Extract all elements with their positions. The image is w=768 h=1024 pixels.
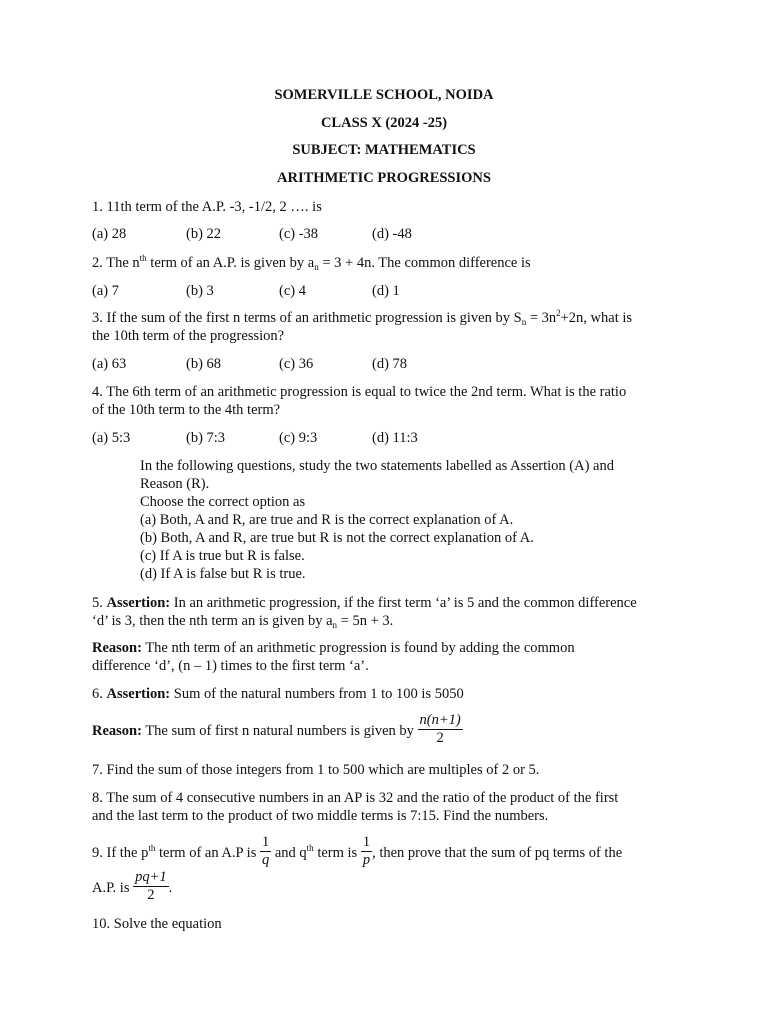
q1-option-a: (a) 28 [92,226,127,242]
q4-option-d: (d) 11:3 [372,430,418,446]
q2-option-a: (a) 7 [92,283,119,299]
fraction-pq-plus-1-over-2: $\frac{pq+1}{2}$ [135,869,167,903]
question-9-line-2: A.P. is $\frac{pq+1}{2}$ . [92,869,173,903]
q2-option-c: (c) 4 [279,283,306,299]
instructions-line-3: Choose the correct option as [140,494,306,510]
question-10: 10. Solve the equation [92,916,222,932]
q4-option-a: (a) 5:3 [92,430,131,446]
q1-option-c: (c) -38 [279,226,319,242]
fraction-1-over-p: $\frac{1}{p}$ [362,834,371,868]
question-1: 1. 11th term of the A.P. -3, -1/2, 2 …. is [92,199,322,215]
question-3-line-1: 3. If the sum of the first n terms of an arithmetic progression is given by $S_n = 3n^2+2n$, what is [92,308,633,327]
topic-title: ARITHMETIC PROGRESSIONS [277,170,491,186]
question-9-line-1: 9. If the $p^{th}$ term of an A.P is $\frac{1}{q}$ and $q^{th}$ term is $\frac{1}{p}$ , then prove that the sum of pq terms of the [92,834,623,868]
question-6-assertion: 6. Assertion: Sum of the natural numbers from 1 to 100 is 5050 [92,686,464,702]
question-8-line-2: and the last term to the product of two middle terms is 7:15. Find the numbers. [92,808,549,824]
q3-option-b: (b) 68 [186,356,222,372]
fraction-1-over-q: $\frac{1}{q}$ [261,834,270,868]
question-8-line-1: 8. The sum of 4 consecutive numbers in an AP is 32 and the ratio of the product of the first [92,790,619,806]
q3-option-c: (c) 36 [279,356,314,372]
instructions-line-2: Reason (R). [140,476,210,492]
q1-option-d: (d) -48 [372,226,412,242]
question-6-reason: Reason: The sum of first n natural numbers is given by $\frac{n(n+1)}{2}$ [92,712,461,746]
question-5-assertion-line-2: ‘d’ is 3, then the nth term an is given by $a_n = 5n + 3$. [92,613,394,630]
subject-title: SUBJECT: MATHEMATICS [292,142,476,158]
q3-option-a: (a) 63 [92,356,127,372]
instructions-line-1: In the following questions, study the two statements labelled as Assertion (A) and [140,458,614,474]
q1-option-b: (b) 22 [186,226,222,242]
fraction-n-n-plus-1-over-2: $\frac{n(n+1)}{2}$ [419,712,461,746]
q2-option-d: (d) 1 [372,283,400,299]
q3-option-d: (d) 78 [372,356,408,372]
instructions-option-c: (c) If A is true but R is false. [140,548,305,564]
school-name: SOMERVILLE SCHOOL, NOIDA [274,87,494,103]
question-5-reason-line-1: Reason: The nth term of an arithmetic progression is found by adding the common [92,640,575,656]
class-title: CLASS X (2024 -25) [320,115,448,131]
q4-option-b: (b) 7:3 [186,430,226,446]
question-4-line-2: of the 10th term to the 4th term? [92,402,281,418]
question-5-assertion-line-1: 5. Assertion: In an arithmetic progression, if the first term ‘a’ is 5 and the common difference [92,595,637,611]
q2-option-b: (b) 3 [186,283,214,299]
q4-option-c: (c) 9:3 [279,430,318,446]
instructions-option-a: (a) Both, A and R, are true and R is the correct explanation of A. [140,512,514,528]
instructions-option-d: (d) If A is false but R is true. [140,566,306,582]
question-3-line-2: the 10th term of the progression? [92,328,285,344]
question-4-line-1: 4. The 6th term of an arithmetic progression is equal to twice the 2nd term. What is the ratio [92,384,627,400]
question-5-reason-line-2: difference ‘d’, (n – 1) times to the first term ‘a’. [92,658,369,674]
instructions-option-b: (b) Both, A and R, are true but R is not the correct explanation of A. [140,530,534,546]
question-7: 7. Find the sum of those integers from 1 to 500 which are multiples of 2 or 5. [92,762,540,778]
question-2: 2. The $n^{th}$ term of an A.P. is given by $a_n = 3 + 4n$. The common difference is [92,253,531,272]
